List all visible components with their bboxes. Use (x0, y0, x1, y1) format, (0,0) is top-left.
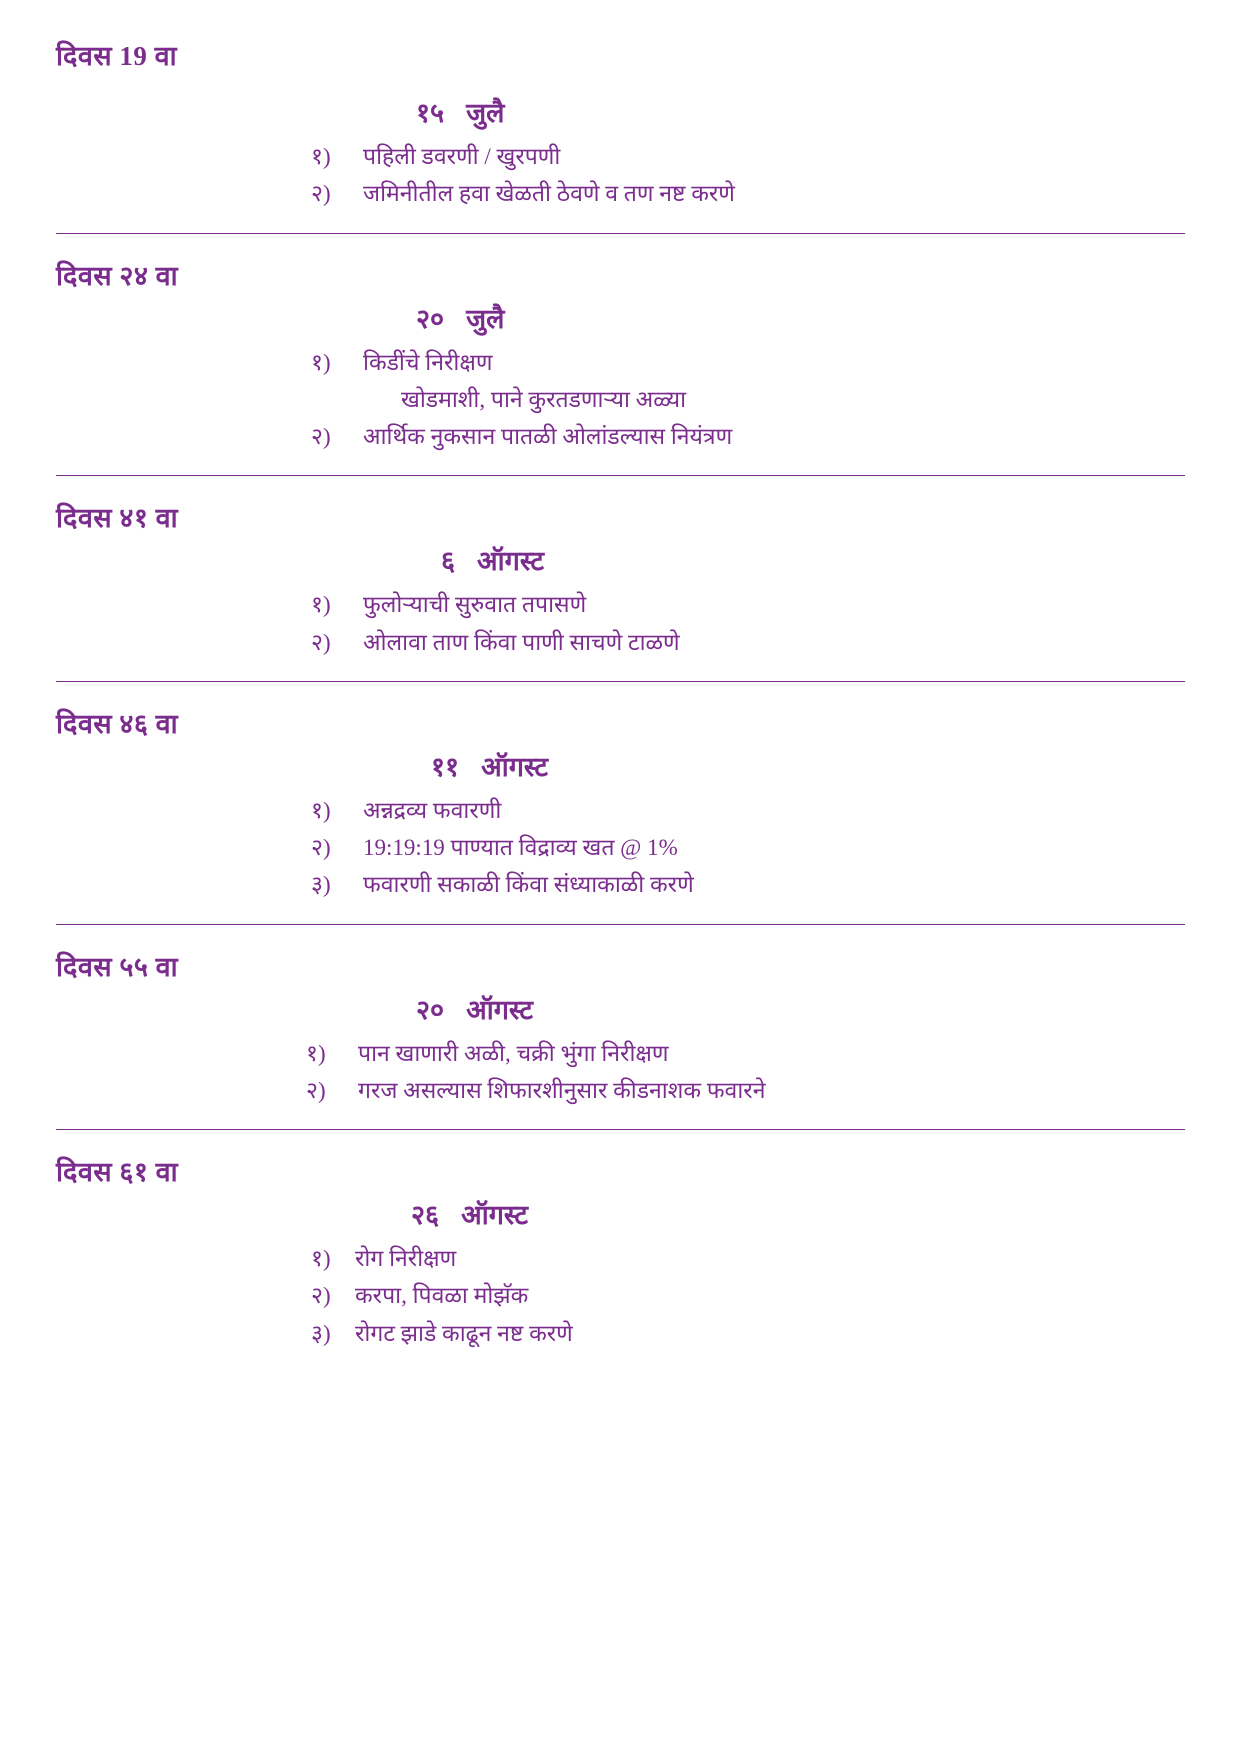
day-title: दिवस ६१ वा (56, 1157, 179, 1187)
date-month: ऑगस्ट (477, 546, 544, 577)
date-number: २० (416, 994, 445, 1025)
date-month: जुलै (466, 98, 505, 128)
schedule-section (56, 1152, 1185, 1352)
list-item-text: ओलावा ताण किंवा पाणी साचणे टाळणे (363, 629, 680, 655)
list-marker: २) (311, 1283, 331, 1309)
schedule-section (56, 947, 1185, 1110)
task-list (56, 418, 1185, 455)
list-marker: २) (311, 181, 331, 207)
day-title: दिवस २४ वा (56, 260, 179, 291)
date-heading (56, 93, 1185, 130)
list-marker: १) (311, 144, 331, 169)
list-item-text: रोग निरीक्षण (355, 1246, 457, 1271)
list-item-text: 19:19:19 पाण्यात विद्राव्य खत @ 1% (363, 835, 678, 860)
list-item-text: पान खाणारी अळी, चक्री भुंगा निरीक्षण (358, 1040, 669, 1066)
list-item (311, 418, 1185, 455)
list-marker: १) (311, 1246, 331, 1271)
date-heading (56, 747, 1185, 784)
list-item (306, 1035, 1185, 1072)
list-item-text: फुलोऱ्याची सुरुवात तपासणे (363, 592, 587, 618)
section-divider (56, 233, 1185, 234)
section-divider (56, 681, 1185, 682)
list-item (311, 138, 1185, 175)
day-title: दिवस 19 वा (56, 41, 178, 71)
schedule-section (56, 704, 1185, 904)
schedule-section (56, 498, 1185, 661)
list-item (311, 344, 1185, 381)
day-title: दिवस ४१ वा (56, 503, 179, 534)
section-divider (56, 475, 1185, 476)
date-month: ऑगस्ट (481, 751, 549, 782)
list-item (311, 829, 1185, 866)
task-list (56, 138, 1185, 213)
list-item-text: रोगट झाडे काढून नष्ट करणे (355, 1320, 573, 1346)
date-heading (56, 990, 1185, 1027)
list-item (311, 175, 1185, 212)
list-item-subtext: खोडमाशी, पाने कुरतडणाऱ्या अळ्या (401, 386, 687, 412)
date-month: ऑगस्ट (466, 994, 534, 1025)
task-list (56, 1240, 1185, 1352)
date-month: ऑगस्ट (461, 1200, 529, 1230)
list-marker: २) (311, 424, 331, 449)
date-number: ६ (441, 546, 456, 577)
list-marker: १) (311, 349, 331, 375)
schedule-section (56, 36, 1185, 213)
list-marker: २) (311, 629, 331, 655)
day-title: दिवस ४६ वा (56, 708, 179, 739)
list-marker: १) (311, 592, 331, 618)
task-list (56, 586, 1185, 661)
date-month: जुलै (466, 303, 505, 334)
date-number: २० (416, 303, 445, 334)
list-item-text: गरज असल्यास शिफारशीनुसार कीडनाशक फवारने (358, 1077, 766, 1103)
section-divider (56, 924, 1185, 925)
list-item-text: आर्थिक नुकसान पातळी ओलांडल्यास नियंत्रण (363, 424, 733, 449)
list-item (311, 792, 1185, 829)
list-marker: १) (306, 1040, 326, 1066)
date-number: २६ (411, 1200, 440, 1230)
list-item-text: किडींचे निरीक्षण (363, 349, 493, 375)
date-heading (56, 541, 1185, 578)
list-marker: २) (311, 835, 331, 860)
date-number: ११ (431, 751, 460, 782)
list-item (311, 586, 1185, 623)
schedule-section (56, 256, 1185, 456)
list-item-text: करपा, पिवळा मोझॅक (355, 1283, 529, 1309)
list-item (306, 1072, 1185, 1109)
list-item-text: फवारणी सकाळी किंवा संध्याकाळी करणे (363, 872, 694, 898)
date-heading (56, 1195, 1185, 1232)
list-item (311, 1277, 1185, 1314)
section-divider (56, 1129, 1185, 1130)
list-marker: १) (311, 797, 331, 823)
list-marker: ३) (311, 1320, 331, 1346)
task-list (56, 1035, 1185, 1110)
task-list (56, 792, 1185, 904)
list-item-text: जमिनीतील हवा खेळती ठेवणे व तण नष्ट करणे (363, 181, 735, 207)
day-title: दिवस ५५ वा (56, 951, 179, 982)
task-list (56, 344, 1185, 381)
date-heading (56, 299, 1185, 336)
list-item (311, 624, 1185, 661)
list-item (311, 1240, 1185, 1277)
date-number: १५ (416, 98, 445, 128)
list-item-text: पहिली डवरणी / खुरपणी (363, 144, 561, 169)
list-marker: २) (306, 1077, 326, 1103)
list-item (311, 866, 1185, 903)
list-item (311, 1315, 1185, 1352)
list-marker: ३) (311, 872, 331, 898)
list-item-text: अन्नद्रव्य फवारणी (363, 797, 502, 823)
